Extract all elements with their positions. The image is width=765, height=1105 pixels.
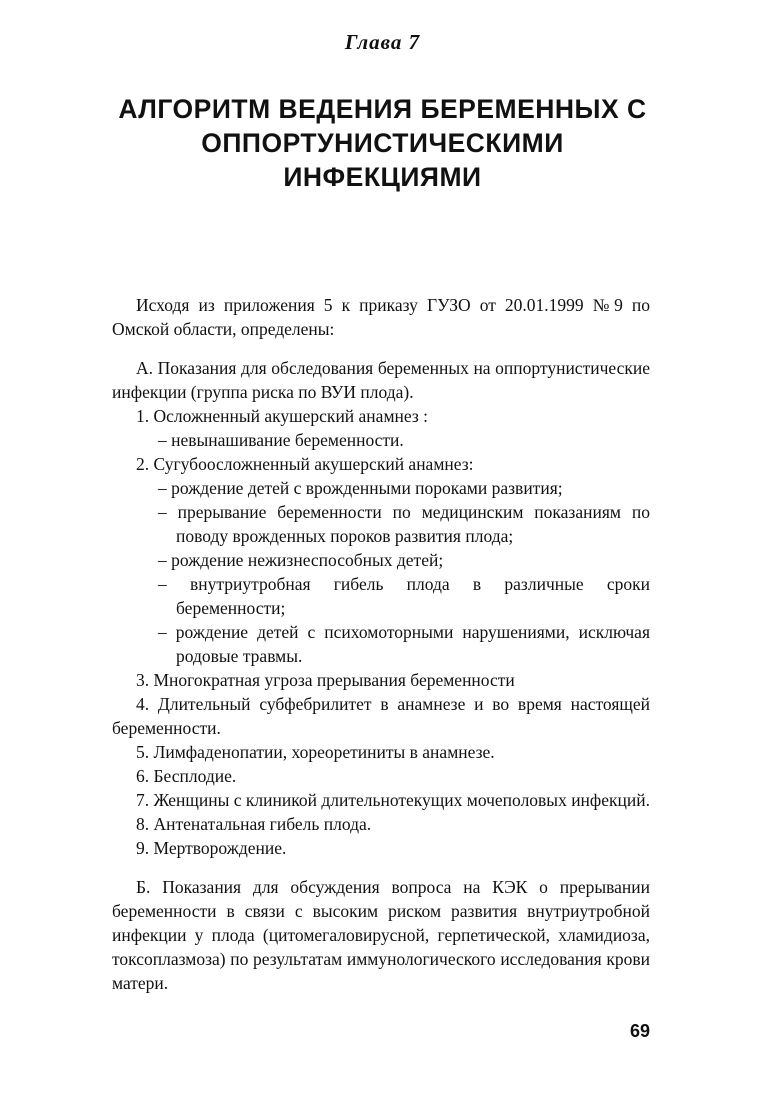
list-item-3: 3. Многократная угроза прерывания беременности [136,670,515,690]
list-item-8: 8. Антенатальная гибель плода. [136,814,372,834]
intro-paragraph: Исходя из приложения 5 к приказу ГУЗО от 20.01.1999 №9 по Омской области, определены: [112,295,650,339]
list-item-6: 6. Бесплодие. [136,766,237,786]
chapter-title [0,92,765,194]
dash-item: – прерывание беременности по медицинским показаниям по поводу врожденных пороков развития плода; [158,502,650,546]
page-number: 69 [629,1021,650,1041]
list-item-9: 9. Мертворождение. [136,838,287,858]
list-item-7: 7. Женщины с клиникой длительнотекущих мочеполовых инфекций. [136,790,651,810]
chapter-label: Глава 7 [344,30,421,54]
dash-item: – рождение нежизнеспособных детей; [158,550,444,570]
page-body [112,293,650,995]
title-line: ОППОРТУНИСТИЧЕСКИМИ [201,128,564,158]
list-item-4: 4. Длительный субфебрилитет в анамнезе и во время настоящей беременности. [112,694,650,738]
title-line: АЛГОРИТМ ВЕДЕНИЯ БЕРЕМЕННЫХ С [118,94,647,124]
list-item-5: 5. Лимфаденопатии, хореоретиниты в анамнезе. [136,742,495,762]
list-item-2: 2. Сугубоосложненный акушерский анамнез: [136,454,474,474]
section-a-paragraph: А. Показания для обследования беременных на оппортунистические инфекции (группа риска по ВУИ плода). [112,358,650,402]
section-b-paragraph: Б. Показания для обсуждения вопроса на КЭК о прерывании беременности в связи с высоким риском развития внутриутробной инфекции у плода (цитомегаловирусной, герпетической, хламидиоза, токсоплазмоза) по результатам иммунологического исследования крови матери. [112,877,650,993]
list-item-1: 1. Осложненный акушерский анамнез : [136,406,429,426]
dash-item: – рождение детей с психомоторными нарушениями, исключая родовые травмы. [158,622,650,666]
dash-item: – невынашивание беременности. [158,430,404,450]
title-line: ИНФЕКЦИЯМИ [283,162,482,192]
dash-item: – внутриутробная гибель плода в различные сроки беременности; [158,574,650,618]
dash-item: – рождение детей с врожденными пороками развития; [158,478,563,498]
